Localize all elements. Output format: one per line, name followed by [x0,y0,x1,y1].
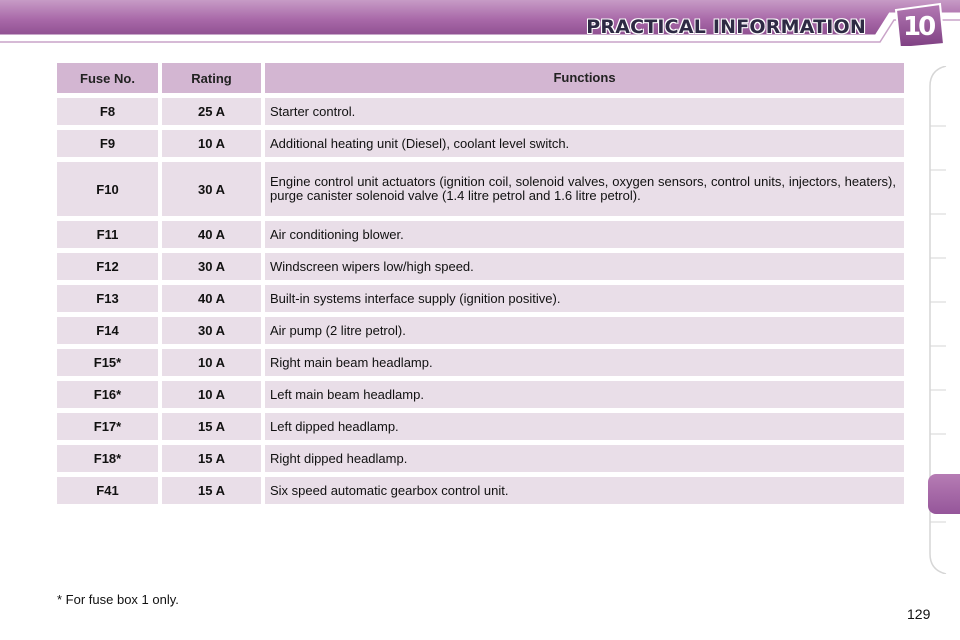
table-row [57,349,904,376]
table-row [57,381,904,408]
table-row [57,413,904,440]
active-chapter-tab[interactable] [928,474,960,514]
fuse-rating: 10 A [162,381,261,408]
fuse-number: F12 [57,253,158,280]
fuse-rating: 40 A [162,285,261,312]
fuse-rating: 15 A [162,445,261,472]
table-row [57,98,904,125]
fuse-number: F15* [57,349,158,376]
fuse-function: Windscreen wipers low/high speed. [265,253,904,280]
fuse-rating: 15 A [162,477,261,504]
table-header-row [57,63,904,93]
chapter-badge: 10 [903,12,934,42]
fuse-function: Right main beam headlamp. [265,349,904,376]
fuse-number: F9 [57,130,158,157]
fuse-function: Left dipped headlamp. [265,413,904,440]
column-header-functions: Functions [265,63,904,93]
fuse-rating: 10 A [162,349,261,376]
fuse-function: Six speed automatic gearbox control unit. [265,477,904,504]
fuse-function: Air conditioning blower. [265,221,904,248]
fuse-rating: 25 A [162,98,261,125]
fuse-rating: 10 A [162,130,261,157]
fuse-function: Starter control. [265,98,904,125]
table-row [57,317,904,344]
fuse-function: Left main beam headlamp. [265,381,904,408]
table-row [57,253,904,280]
column-header-fuse: Fuse No. [57,63,158,93]
fuse-number: F17* [57,413,158,440]
fuse-number: F18* [57,445,158,472]
fuse-function: Additional heating unit (Diesel), coolant level switch. [265,130,904,157]
table-row [57,130,904,157]
fuse-function: Engine control unit actuators (ignition coil, solenoid valves, oxygen sensors, control units, injectors, heaters), purge canister solenoid valve (1.4 litre petrol and 1.6 litre petrol). [265,162,904,216]
fuse-rating: 30 A [162,253,261,280]
fuse-table [57,63,904,509]
table-row [57,285,904,312]
fuse-rating: 40 A [162,221,261,248]
page-title: PRACTICAL INFORMATION [586,16,866,38]
table-row [57,477,904,504]
fuse-function: Right dipped headlamp. [265,445,904,472]
fuse-rating: 30 A [162,162,261,216]
column-header-rating: Rating [162,63,261,93]
fuse-number: F10 [57,162,158,216]
fuse-rating: 30 A [162,317,261,344]
fuse-function: Built-in systems interface supply (ignition positive). [265,285,904,312]
fuse-function: Air pump (2 litre petrol). [265,317,904,344]
fuse-number: F11 [57,221,158,248]
fuse-number: F41 [57,477,158,504]
fuse-number: F14 [57,317,158,344]
fuse-number: F16* [57,381,158,408]
page-number: 129 [907,606,931,622]
table-row [57,221,904,248]
table-row [57,445,904,472]
fuse-rating: 15 A [162,413,261,440]
table-row [57,162,904,216]
fuse-number: F13 [57,285,158,312]
fuse-number: F8 [57,98,158,125]
footnote: * For fuse box 1 only. [57,592,179,607]
header-band [0,0,960,46]
